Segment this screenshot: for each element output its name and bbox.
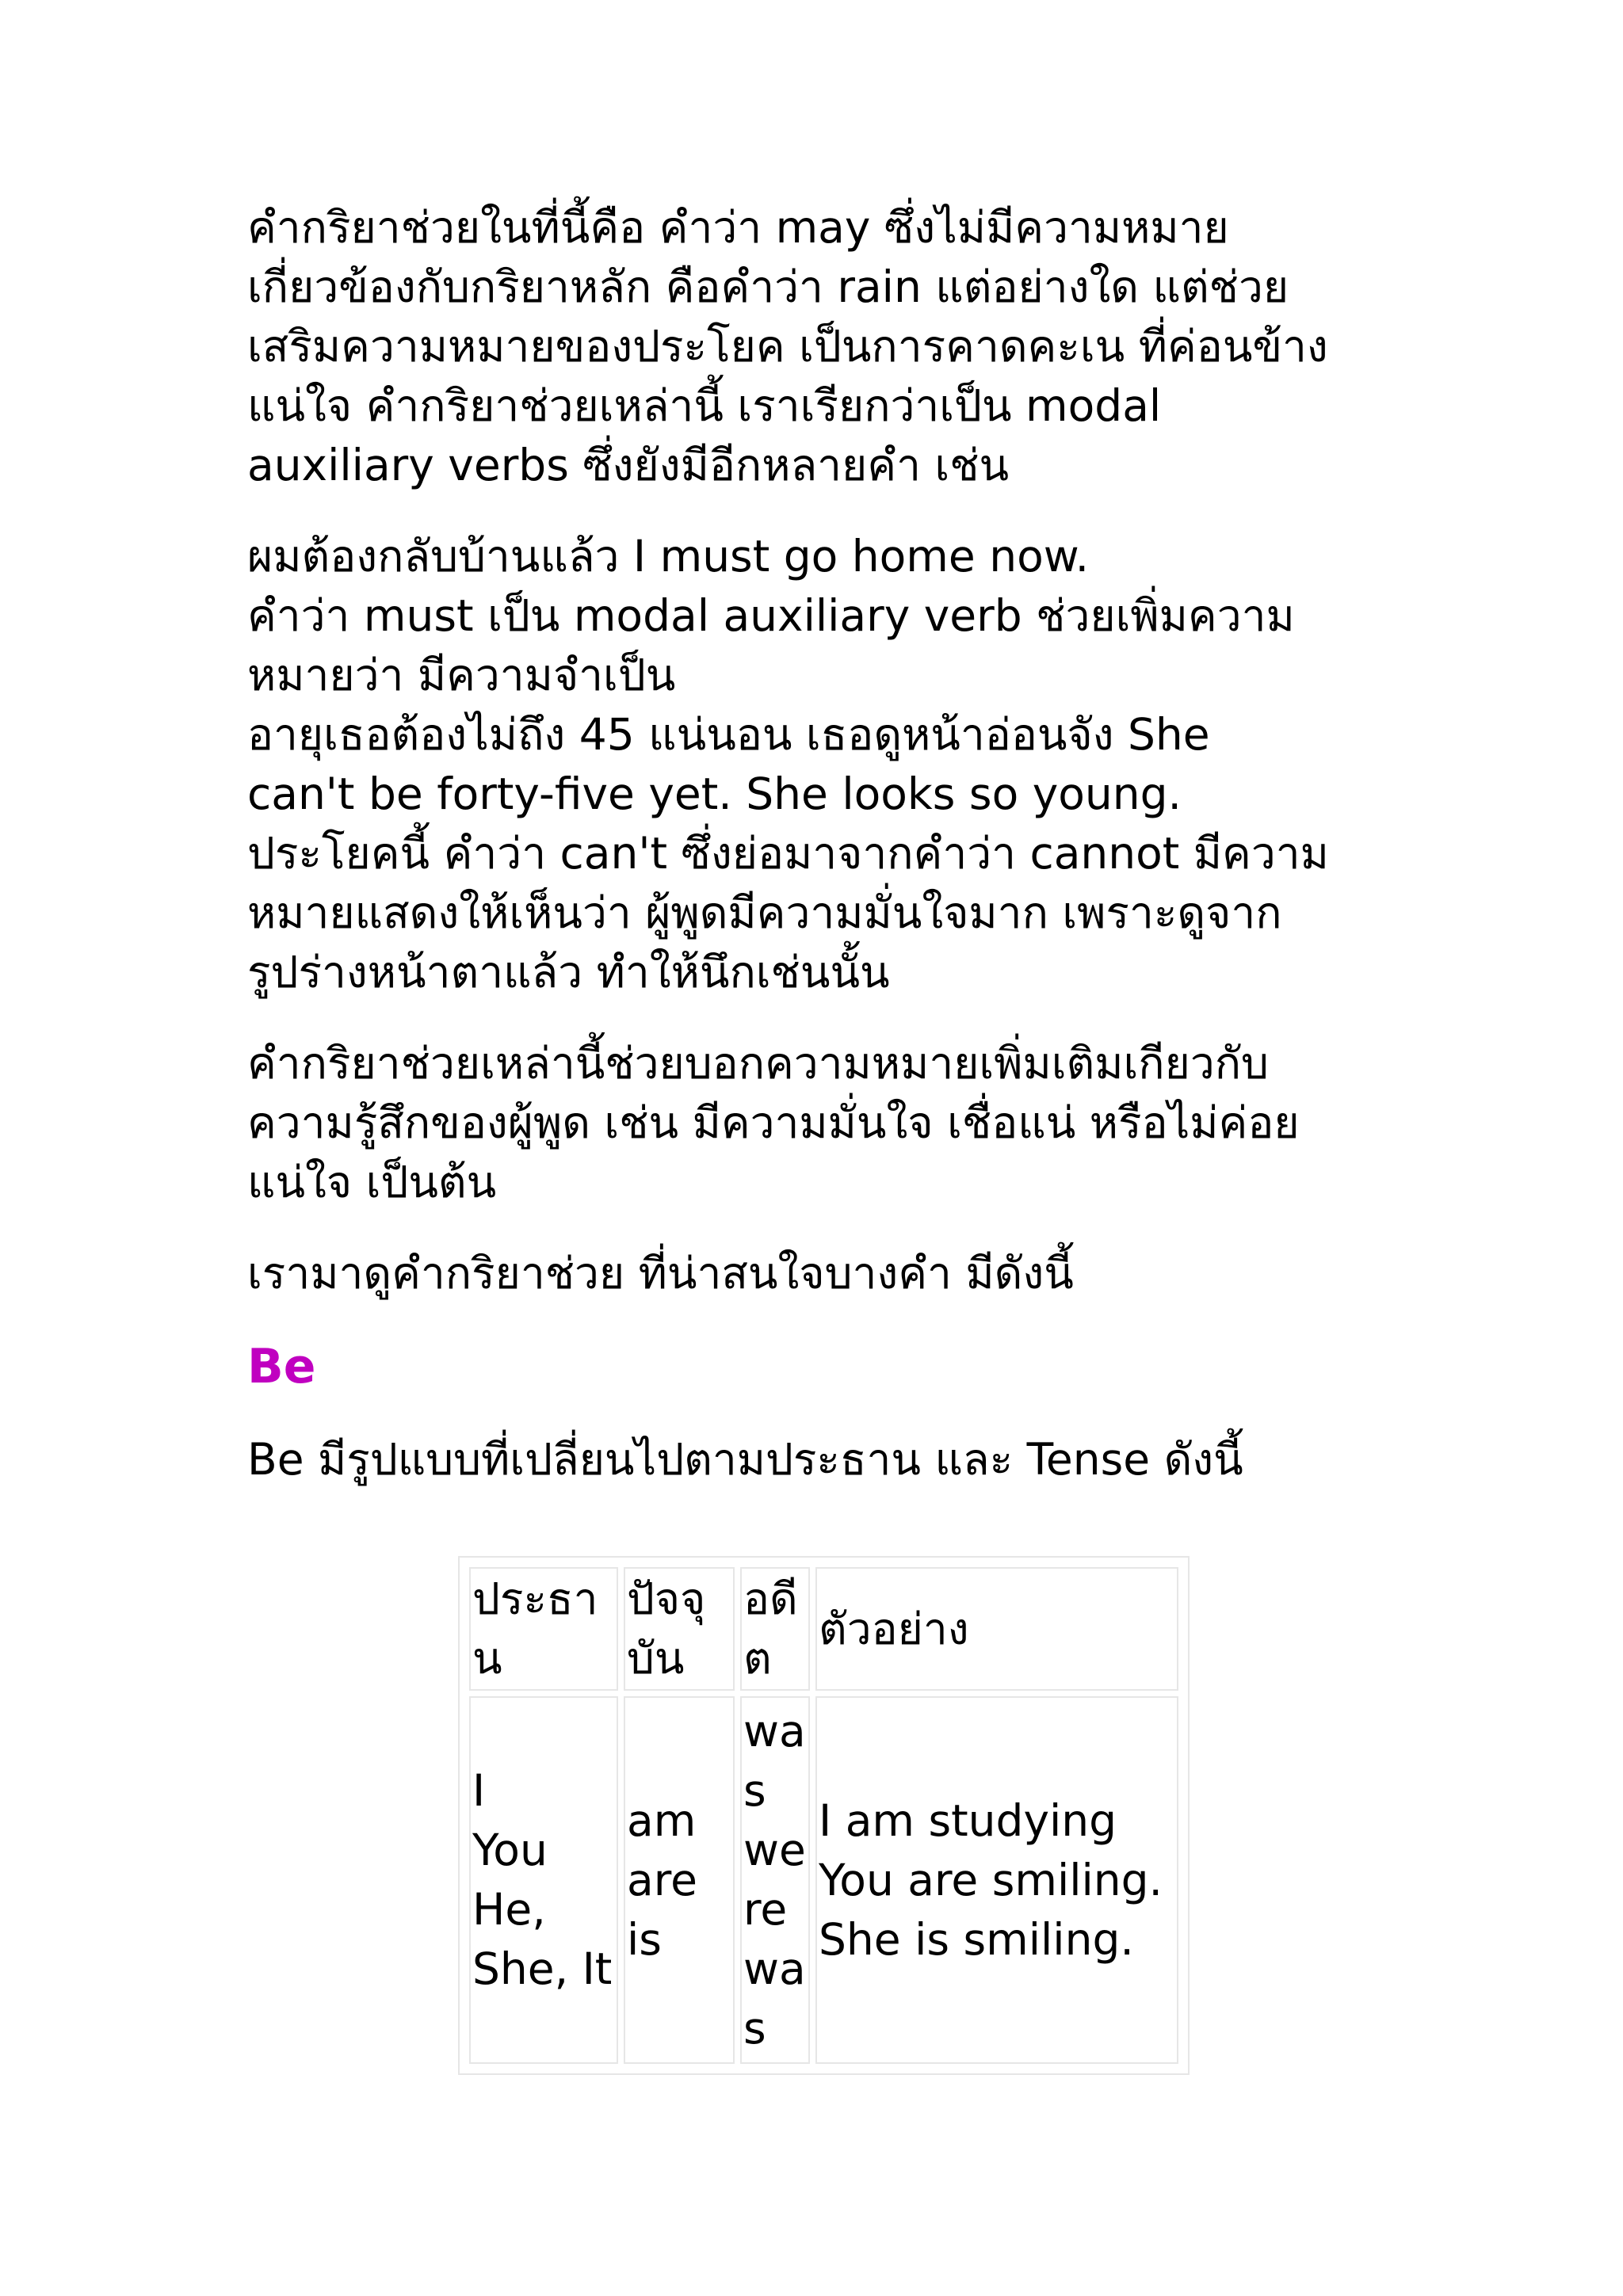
header-example: [815, 1567, 1178, 1691]
cell-line: ปัจจุ: [627, 1573, 706, 1624]
cell-line: is: [627, 1913, 662, 1965]
text-line: เกี่ยวข้องกับกริยาหลัก คือคำว่า rain แต่อย่างใด แต่ช่วย: [247, 261, 1289, 312]
text-line: Be มีรูปแบบที่เปลี่ยนไปตามประธาน และ Tense ดังนี้: [247, 1434, 1243, 1485]
text-line: เสริมความหมายของประโยค เป็นการคาดคะเน ที่ค่อนข้าง: [247, 321, 1328, 372]
text-line: เรามาดูคำกริยาช่วย ที่น่าสนใจบางคำ มีดังนี้: [247, 1248, 1074, 1299]
cell-line: s: [743, 1765, 766, 1816]
cell-line: ต: [743, 1633, 772, 1684]
cell-line: are: [627, 1854, 697, 1905]
text-line: แน่ใจ คำกริยาช่วยเหล่านี้ เราเรียกว่าเป็น modal: [247, 380, 1162, 431]
text-line: อายุเธอต้องไม่ถึง 45 แน่นอน เธอดูหน้าอ่อนจัง She: [247, 709, 1210, 760]
cell-line: wa: [743, 1943, 806, 1994]
cell-line: we: [743, 1825, 806, 1875]
cell-line: ประธา: [472, 1573, 598, 1624]
text-line: หมายแสดงให้เห็นว่า ผู้พูดมีความมั่นใจมาก เพราะดูจาก: [247, 887, 1282, 938]
text-line: auxiliary verbs ซึ่งยังมีอีกหลายคำ เช่น: [247, 440, 1010, 490]
paragraph-be-intro: [247, 1430, 1396, 1489]
header-subject: [469, 1567, 618, 1691]
text-line: ประโยคนี้ คำว่า can't ซึ่งย่อมาจากคำว่า cannot มีความ: [247, 828, 1329, 879]
cell-line: She, It: [472, 1943, 613, 1994]
be-table: [464, 1562, 1184, 2069]
paragraph-meaning: [247, 1034, 1396, 1212]
text-line: คำกริยาช่วยในที่นี้คือ คำว่า may ซึ่งไม่มีความหมาย: [247, 202, 1229, 253]
text-line: can't be forty-five yet. She looks so young.: [247, 769, 1182, 819]
cell-line: You: [472, 1825, 548, 1875]
text-line: แน่ใจ เป็นต้น: [247, 1157, 497, 1207]
cell-line: I am studying: [819, 1794, 1117, 1846]
paragraph-examples: [247, 527, 1396, 1002]
cell-line: I: [472, 1765, 486, 1816]
cell-line: He,: [472, 1884, 546, 1935]
section-heading-be: Be: [247, 1339, 316, 1394]
paragraph-modal-intro: [247, 198, 1396, 495]
table-row: [469, 1696, 1178, 2064]
cell-past-forms: [740, 1696, 810, 2064]
cell-present-forms: [624, 1696, 735, 2064]
cell-line: s: [743, 2003, 766, 2054]
be-forms-table: [458, 1556, 1190, 2075]
cell-line: am: [627, 1794, 697, 1846]
cell-examples: [815, 1696, 1178, 2064]
text-line: คำว่า must เป็น modal auxiliary verb ช่วยเพิ่มความ: [247, 590, 1295, 641]
cell-line: ตัวอย่าง: [819, 1603, 969, 1654]
header-present: [624, 1567, 735, 1691]
text-line: ความรู้สึกของผู้พูด เช่น มีความมั่นใจ เชื่อแน่ หรือไม่ค่อย: [247, 1097, 1300, 1148]
document-page: [247, 198, 1396, 1521]
cell-line: อดี: [743, 1573, 798, 1624]
text-line: หมายว่า มีความจำเป็น: [247, 650, 676, 700]
cell-line: She is smiling.: [819, 1913, 1134, 1965]
cell-line: น: [472, 1633, 502, 1684]
text-line: ผมต้องกลับบ้านแล้ว I must go home now.: [247, 531, 1090, 582]
header-past: [740, 1567, 810, 1691]
cell-line: บัน: [627, 1633, 685, 1684]
cell-line: You are smiling.: [819, 1854, 1163, 1905]
cell-subjects: [469, 1696, 618, 2064]
cell-line: re: [743, 1884, 788, 1935]
cell-line: wa: [743, 1706, 806, 1756]
text-line: รูปร่างหน้าตาแล้ว ทำให้นึกเช่นนั้น: [247, 947, 890, 997]
paragraph-lead-in: [247, 1244, 1396, 1303]
table-header-row: [469, 1567, 1178, 1691]
text-line: คำกริยาช่วยเหล่านี้ช่วยบอกความหมายเพิ่มเติมเกียวกับ: [247, 1038, 1269, 1089]
